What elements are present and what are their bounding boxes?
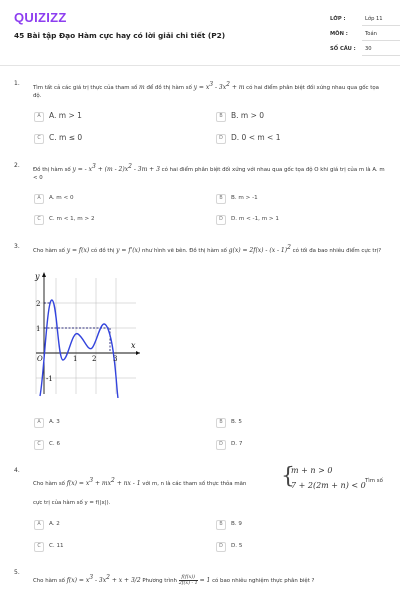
question-text-line2: cực trị của hàm số y = f(|x|).	[33, 500, 111, 506]
condition-1: m + n > 0	[291, 466, 333, 475]
meta-count-key: SỐ CÂU :	[330, 46, 356, 52]
origin-label: O	[37, 355, 43, 363]
question-text: Cho hàm số y = f(x) có đồ thị y = f'(x) như hình vẽ bên. Đồ thị hàm số g(x) = 2f(x) - (x - 1)$^2$ có tối đa bao nhiêu điểm cực trị?	[33, 244, 382, 254]
meta-subject-key: MÔN :	[330, 31, 348, 37]
y-axis-label: y	[35, 272, 40, 281]
option-b[interactable]: B B. 9	[216, 520, 366, 531]
option-a[interactable]: A A. 3	[34, 418, 184, 429]
option-d[interactable]: D D. 5	[216, 542, 366, 553]
option-b[interactable]: B B. m > -1	[216, 194, 366, 205]
quizizz-logo: QUIZIZZ	[14, 10, 67, 25]
question-text: Tìm tất cả các giá trị thực của tham số m để đồ thị hàm số $y = x^3 - 3x^2 + m$ có hai điểm phân biệt đối xứng nhau qua gốc tọa độ.	[33, 81, 379, 100]
document-title: 45 Bài tập Đạo Hàm cực hay có lời giải chi tiết (P2)	[14, 31, 226, 40]
question-text: Đồ thị hàm số y = - $x^3 + (m - 2)x^2 - 3m + 3$ có hai điểm phân biệt đối xứng với nhau qua gốc tọa độ O khi giá trị của m là A. m < 0	[33, 163, 385, 182]
meta-grade-value: Lớp 11	[365, 16, 383, 22]
divider	[362, 25, 400, 26]
tick-label: -1	[46, 375, 53, 383]
x-axis-arrow	[136, 351, 140, 355]
option-c[interactable]: C C. m < 1, m > 2	[34, 215, 184, 226]
divider	[362, 40, 400, 41]
option-b[interactable]: B B. 5	[216, 418, 366, 429]
tick-label: 1	[73, 355, 78, 363]
question-number: 1.	[14, 80, 20, 87]
divider	[362, 55, 400, 56]
question-number: 3.	[14, 243, 20, 250]
question-text-tail: Tìm số	[365, 478, 383, 484]
y-axis-arrow	[42, 272, 46, 277]
option-a[interactable]: A A. m > 1	[34, 112, 184, 123]
question-number: 2.	[14, 162, 20, 169]
meta-count-value: 30	[365, 46, 372, 52]
option-c[interactable]: C C. 6	[34, 440, 184, 451]
derivative-graph	[30, 268, 145, 398]
question-number: 4.	[14, 467, 20, 474]
question-text: Cho hàm số $f(x) = x^3 + mx^2$ + nx - 1 với m, n là các tham số thực thỏa mãn	[33, 477, 247, 487]
option-b[interactable]: B B. m > 0	[216, 112, 366, 123]
option-d[interactable]: D D. 7	[216, 440, 366, 451]
meta-subject-value: Toán	[365, 31, 377, 37]
option-d[interactable]: D D. m < -1, m > 1	[216, 215, 366, 226]
condition-2: 7 + 2(2m + n) < 0	[291, 481, 366, 490]
derivative-curve	[40, 300, 118, 398]
option-c[interactable]: C C. m ≤ 0	[34, 134, 184, 145]
question-number: 5.	[14, 569, 20, 576]
page-header	[0, 0, 400, 66]
tick-label: 2	[92, 355, 97, 363]
tick-label: 3	[113, 355, 118, 363]
option-a[interactable]: A A. m < 0	[34, 194, 184, 205]
tick-label: 2	[36, 300, 41, 308]
option-a[interactable]: A A. 2	[34, 520, 184, 531]
tick-label: 1	[36, 325, 41, 333]
question-text: Cho hàm số $f(x) = x^3 - 3x^2 + x + 3/2$ Phương trình $\frac{f(f(x))}{2f(x) - 1}$ = 1 có bao nhiêu nghiệm thực phân biệt ?	[33, 574, 315, 586]
x-axis-label: x	[131, 341, 136, 350]
option-d[interactable]: D D. 0 < m < 1	[216, 134, 366, 145]
option-c[interactable]: C C. 11	[34, 542, 184, 553]
meta-grade-key: LỚP :	[330, 16, 346, 22]
